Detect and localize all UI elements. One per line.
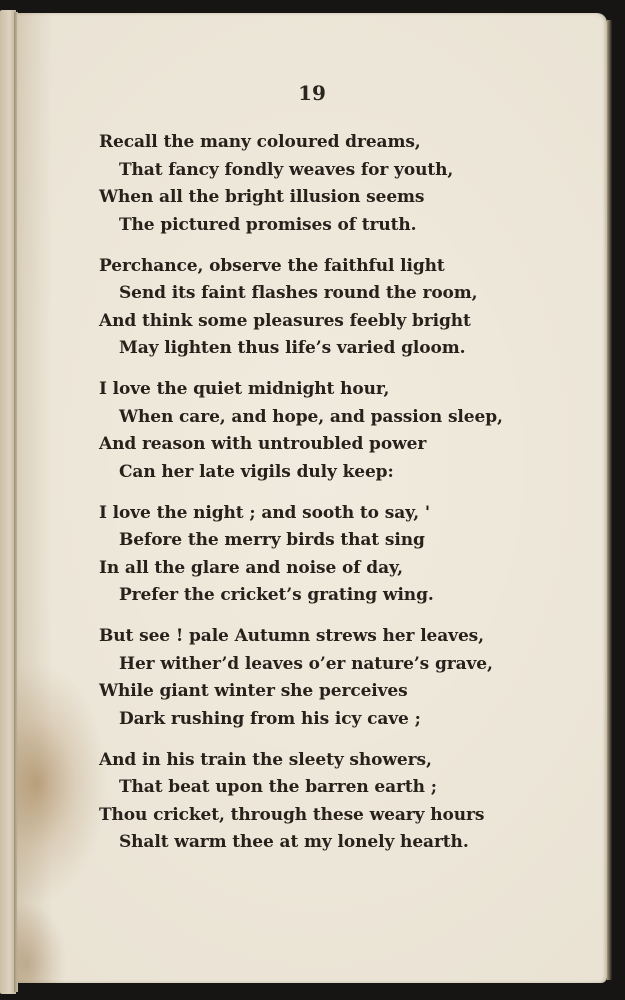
stanza [99,253,519,363]
page-edge-shadow [607,20,612,980]
stanza [99,376,519,486]
poem-line: And reason with untroubled power [99,434,427,454]
book-page [17,13,607,983]
poem-line: Can her late vigils duly keep: [119,461,394,482]
poem-line: That beat upon the barren earth ; [119,777,437,797]
stanza [99,747,519,857]
poem-line: That fancy fondly weaves for youth, [119,159,454,180]
poem-line: I love the night ; and sooth to say, ' [99,502,431,523]
poem-line: Perchance, observe the faithful light [99,255,445,276]
stanza [99,500,519,610]
stanza [99,129,519,239]
poem-line: In all the glare and noise of day, [99,557,403,578]
poem-line: Recall the many coloured dreams, [99,132,421,152]
poem-line: When care, and hope, and passion sleep, [119,406,503,427]
stanza [99,623,519,733]
page-number: 19 [298,81,326,105]
poem-line: Her wither’d leaves o’er nature’s grave, [119,653,493,674]
poem [99,129,519,857]
poem-line: The pictured promises of truth. [119,214,417,235]
poem-line: And think some pleasures feebly bright [99,310,471,331]
poem-line: Before the merry birds that sing [119,530,425,550]
poem-line: Shalt warm thee at my lonely hearth. [119,832,469,852]
poem-line: Thou cricket, through these weary hours [99,804,485,825]
poem-line: Send its faint flashes round the room, [119,283,478,303]
poem-line: But see ! pale Autumn strews her leaves, [99,626,484,646]
poem-line: When all the bright illusion seems [99,187,425,207]
poem-line: Prefer the cricket’s grating wing. [119,585,434,605]
poem-line: May lighten thus life’s varied gloom. [119,338,466,358]
poem-line: While giant winter she perceives [99,681,408,701]
poem-line: And in his train the sleety showers, [99,749,432,770]
poem-line: Dark rushing from his icy cave ; [119,708,421,729]
poem-line: I love the quiet midnight hour, [99,379,390,399]
